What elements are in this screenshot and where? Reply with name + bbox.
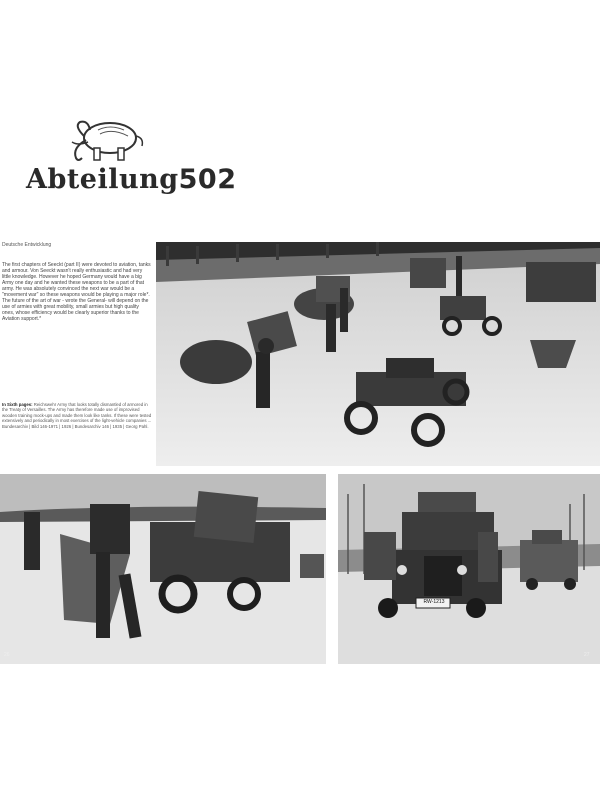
main-photo	[156, 242, 600, 466]
logo-title-number: 502	[178, 164, 237, 195]
abteilung-logo	[26, 118, 237, 198]
bottom-left-photo	[0, 474, 326, 664]
caption-lead: In Sixth pages:	[2, 402, 33, 407]
logo-title	[26, 164, 237, 195]
photo-caption	[2, 402, 152, 429]
logo-title-text: Abteilung	[26, 164, 179, 195]
mammoth-logo-icon	[64, 118, 154, 164]
body-paragraph: The first chapters of Seeckt (part II) were devoted to aviation, tanks and armour. Von Seeckt wasn't really enthusiastic and had very little knowledge. However he hoped Germany would have a big Army one day and he wanted these weapons to be a part of that army. He was absolutely convinced the next war would be a "movement war" so these weapons would be playing a major role*. The future of the art of war - wrote the General- will depend on the use of armies with great mobility, small armies but high quality ones, whose efficiency would be clearly superior thanks to the Aviation support.*	[2, 262, 151, 322]
caption-text: Reichswehr Army that looks totally dismantled of armored in the Treaty of Versailles. The Army has therefore made use of improvised wooden training mock-ups and made them look like tanks. If these were tested extensively and periodically in most exercises of the light-vehicle companies ... Bundesarchiv | Bild 146-1971 | 1926 | Bundesarchiv 146 | 1935 | Georg Pahl.	[2, 402, 152, 429]
page-number-left: 26	[4, 652, 10, 658]
page-number-right: 27	[584, 652, 590, 658]
bottom-right-photo	[338, 474, 600, 664]
license-plate: RW-1213	[423, 599, 445, 605]
text-column	[2, 242, 152, 322]
section-label: Deutsche Entwicklung	[2, 242, 52, 248]
